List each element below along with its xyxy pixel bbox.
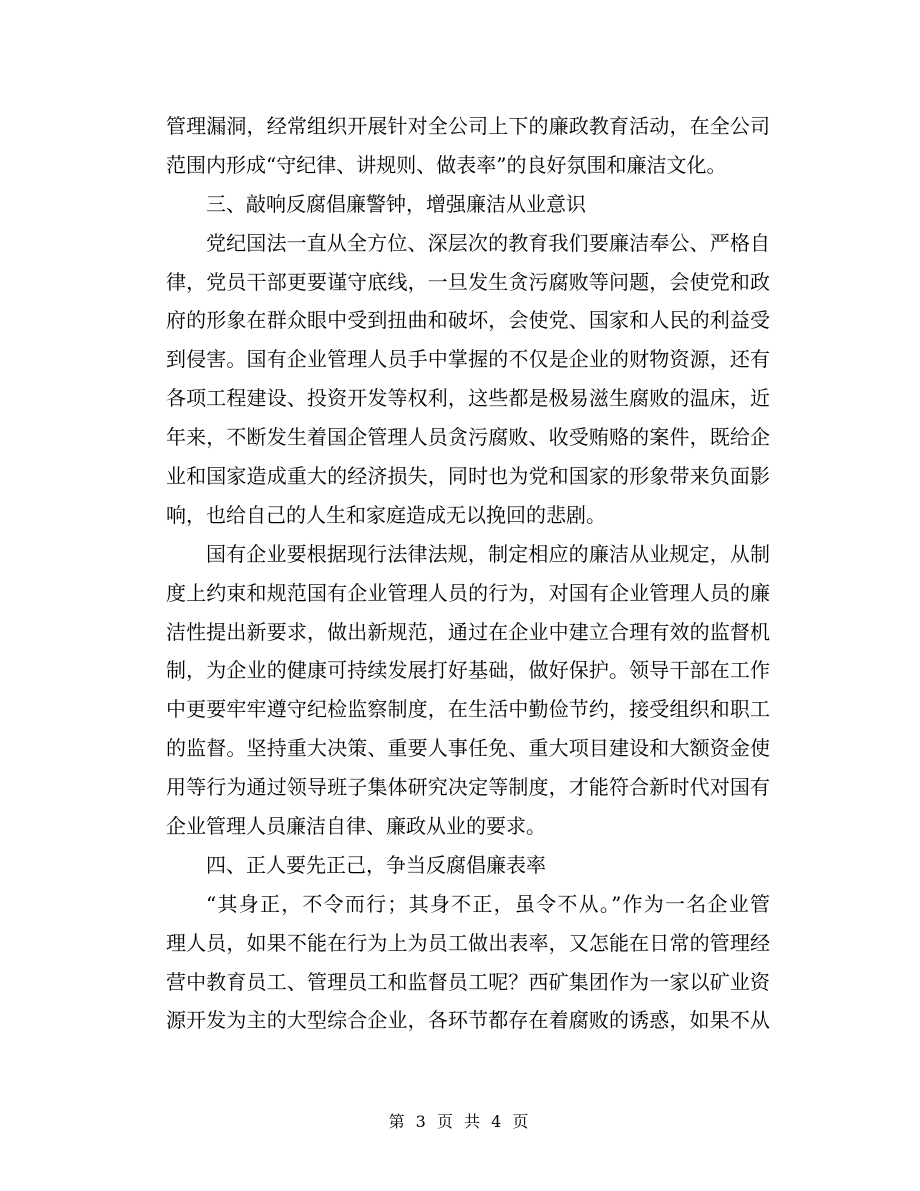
text-line: 管理漏洞，经常组织开展针对全公司上下的廉政教育活动，在全公司: [166, 114, 770, 138]
text-line: 响，也给自己的人生和家庭造成无以挽回的悲剧。: [166, 502, 606, 527]
text-line: 制，为企业的健康可持续发展打好基础，做好保护。领导干部在工作: [166, 658, 770, 683]
text-line: 各项工程建设、投资开发等权利，这些都是极易滋生腐败的温床，近: [166, 386, 770, 411]
text-line: 用等行为通过领导班子集体研究决定等制度，才能符合新时代对国有: [166, 775, 770, 800]
text-line: 的监督。坚持重大决策、重要人事任免、重大项目建设和大额资金使: [166, 736, 770, 761]
text-line: 企业管理人员廉洁自律、廉政从业的要求。: [166, 814, 546, 839]
text-line: “其身正，不令而行；其身不正，虽令不从。”作为一名企业管: [206, 891, 770, 916]
paragraph-integrity-rules: [166, 535, 770, 846]
text-line: 年来，不断发生着国企管理人员贪污腐败、收受贿赂的案件，既给企: [166, 425, 770, 450]
text-line: 中更要牢牢遵守纪检监察制度，在生活中勤俭节约，接受组织和职工: [166, 697, 770, 722]
text-line: 度上约束和规范国有企业管理人员的行为，对国有企业管理人员的廉: [166, 580, 770, 605]
page-number-footer: 第 3 页 共 4 页: [388, 1112, 532, 1131]
heading-line: 三、敲响反腐倡廉警钟，增强廉洁从业意识: [206, 191, 586, 216]
text-line: 理人员，如果不能在行为上为员工做出表率，又怎能在日常的管理经: [166, 930, 770, 955]
text-line: 律，党员干部更要谨守底线，一旦发生贪污腐败等问题，会使党和政: [166, 269, 770, 294]
text-line: 府的形象在群众眼中受到扭曲和破坏，会使党、国家和人民的利益受: [166, 308, 770, 333]
section-heading-three: [166, 185, 770, 224]
text-line: 业和国家造成重大的经济损失，同时也为党和国家的形象带来负面影: [166, 464, 770, 489]
section-heading-four: [166, 846, 770, 885]
text-line: 党纪国法一直从全方位、深层次的教育我们要廉洁奉公、严格自: [206, 230, 770, 255]
text-line: 营中教育员工、管理员工和监督员工呢？西矿集团作为一家以矿业资: [166, 969, 770, 994]
paragraph-lead-by-example: [166, 885, 770, 1041]
text-line: 源开发为主的大型综合企业，各环节都存在着腐败的诱惑，如果不从: [166, 1008, 770, 1033]
document-body: [166, 107, 770, 1040]
text-line: 洁性提出新要求，做出新规范，通过在企业中建立合理有效的监督机: [166, 619, 770, 644]
text-line: 范围内形成“守纪律、讲规则、做表率”的良好氛围和廉洁文化。: [166, 152, 727, 177]
paragraph-anticorruption-warning: [166, 224, 770, 535]
text-line: 到侵害。国有企业管理人员手中掌握的不仅是企业的财物资源，还有: [166, 347, 770, 372]
paragraph-continuation: [166, 107, 770, 185]
heading-line: 四、正人要先正己，争当反腐倡廉表率: [206, 852, 546, 877]
text-line: 国有企业要根据现行法律法规，制定相应的廉洁从业规定，从制: [206, 541, 770, 566]
